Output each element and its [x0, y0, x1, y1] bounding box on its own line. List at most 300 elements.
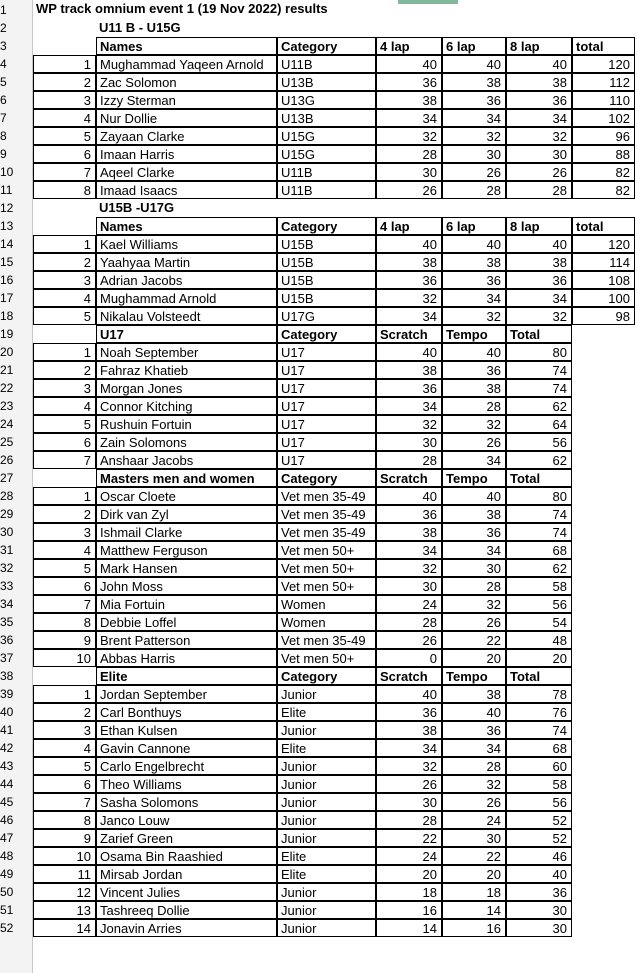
category-cell[interactable]: U11B	[277, 181, 376, 199]
score-cell[interactable]: 64	[506, 415, 572, 433]
name-cell[interactable]: Izzy Sterman	[96, 91, 277, 109]
name-cell[interactable]: John Moss	[96, 577, 277, 595]
category-cell[interactable]: Vet men 50+	[277, 577, 376, 595]
name-cell[interactable]: Fahraz Khatieb	[96, 361, 277, 379]
column-header[interactable]: Tempo	[442, 469, 506, 487]
row-number[interactable]: 31	[0, 543, 14, 557]
column-header[interactable]: Tempo	[442, 325, 506, 343]
name-cell[interactable]: Kael Williams	[96, 235, 277, 253]
score-cell[interactable]: 38	[376, 253, 442, 271]
name-cell[interactable]: Adrian Jacobs	[96, 271, 277, 289]
category-cell[interactable]: Junior	[277, 811, 376, 829]
category-cell[interactable]: Elite	[277, 847, 376, 865]
row-number[interactable]: 41	[0, 723, 14, 737]
row-number[interactable]: 2	[0, 21, 7, 35]
score-cell[interactable]: 110	[572, 91, 635, 109]
category-cell[interactable]: U17	[277, 379, 376, 397]
row-number[interactable]: 50	[0, 885, 14, 899]
column-header[interactable]: total	[572, 217, 635, 235]
score-cell[interactable]: 60	[506, 757, 572, 775]
category-cell[interactable]: U11B	[277, 163, 376, 181]
score-cell[interactable]: 36	[442, 91, 506, 109]
score-cell[interactable]: 52	[506, 811, 572, 829]
score-cell[interactable]: 38	[442, 379, 506, 397]
row-number[interactable]: 28	[0, 489, 14, 503]
score-cell[interactable]: 28	[376, 145, 442, 163]
score-cell[interactable]: 32	[376, 757, 442, 775]
category-cell[interactable]: Elite	[277, 865, 376, 883]
position-cell[interactable]: 2	[33, 361, 96, 379]
name-cell[interactable]: Matthew Ferguson	[96, 541, 277, 559]
score-cell[interactable]: 36	[442, 721, 506, 739]
row-number[interactable]: 12	[0, 201, 14, 215]
name-cell[interactable]: Yaahyaa Martin	[96, 253, 277, 271]
score-cell[interactable]: 18	[376, 883, 442, 901]
row-number[interactable]: 22	[0, 381, 14, 395]
score-cell[interactable]: 20	[442, 865, 506, 883]
score-cell[interactable]: 36	[442, 523, 506, 541]
column-header[interactable]: Tempo	[442, 667, 506, 685]
score-cell[interactable]: 20	[376, 865, 442, 883]
score-cell[interactable]: 36	[376, 73, 442, 91]
row-number[interactable]: 17	[0, 291, 14, 305]
position-cell[interactable]: 4	[33, 541, 96, 559]
score-cell[interactable]: 28	[376, 613, 442, 631]
position-cell[interactable]: 5	[33, 307, 96, 325]
score-cell[interactable]: 34	[442, 451, 506, 469]
row-number[interactable]: 49	[0, 867, 14, 881]
score-cell[interactable]: 30	[506, 145, 572, 163]
score-cell[interactable]: 32	[376, 127, 442, 145]
column-header[interactable]: 8 lap	[506, 37, 572, 55]
position-cell[interactable]: 10	[33, 847, 96, 865]
score-cell[interactable]: 68	[506, 541, 572, 559]
score-cell[interactable]: 32	[506, 307, 572, 325]
category-cell[interactable]: Junior	[277, 775, 376, 793]
score-cell[interactable]: 14	[376, 919, 442, 937]
score-cell[interactable]: 40	[442, 235, 506, 253]
score-cell[interactable]: 54	[506, 613, 572, 631]
position-cell[interactable]: 5	[33, 127, 96, 145]
name-cell[interactable]: Abbas Harris	[96, 649, 277, 667]
score-cell[interactable]: 40	[376, 343, 442, 361]
row-number[interactable]: 38	[0, 669, 14, 683]
category-cell[interactable]: U15B	[277, 271, 376, 289]
score-cell[interactable]: 46	[506, 847, 572, 865]
score-cell[interactable]: 56	[506, 793, 572, 811]
column-header[interactable]: 4 lap	[376, 37, 442, 55]
name-cell[interactable]: Carl Bonthuys	[96, 703, 277, 721]
row-number[interactable]: 14	[0, 237, 14, 251]
position-cell[interactable]: 8	[33, 181, 96, 199]
name-cell[interactable]: Gavin Cannone	[96, 739, 277, 757]
category-cell[interactable]: U17G	[277, 307, 376, 325]
row-number[interactable]: 33	[0, 579, 14, 593]
position-cell[interactable]: 1	[33, 235, 96, 253]
category-cell[interactable]: U15B	[277, 253, 376, 271]
name-cell[interactable]: Imaad Isaacs	[96, 181, 277, 199]
name-cell[interactable]: Imaan Harris	[96, 145, 277, 163]
score-cell[interactable]: 38	[376, 91, 442, 109]
position-cell[interactable]: 7	[33, 595, 96, 613]
column-header[interactable]: 6 lap	[442, 37, 506, 55]
score-cell[interactable]: 38	[376, 361, 442, 379]
score-cell[interactable]: 22	[442, 847, 506, 865]
score-cell[interactable]: 40	[442, 55, 506, 73]
score-cell[interactable]: 36	[506, 271, 572, 289]
score-cell[interactable]: 68	[506, 739, 572, 757]
score-cell[interactable]: 34	[442, 289, 506, 307]
column-header[interactable]: Total	[506, 469, 572, 487]
category-cell[interactable]: U15G	[277, 145, 376, 163]
score-cell[interactable]: 82	[572, 163, 635, 181]
name-cell[interactable]: Noah September	[96, 343, 277, 361]
row-number[interactable]: 20	[0, 345, 14, 359]
category-cell[interactable]: Vet men 35-49	[277, 523, 376, 541]
row-number[interactable]: 25	[0, 435, 14, 449]
category-cell[interactable]: U17	[277, 397, 376, 415]
row-number[interactable]: 47	[0, 831, 14, 845]
score-cell[interactable]: 120	[572, 235, 635, 253]
position-cell[interactable]: 11	[33, 865, 96, 883]
score-cell[interactable]: 76	[506, 703, 572, 721]
position-cell[interactable]: 4	[33, 739, 96, 757]
category-header[interactable]: Category	[277, 37, 376, 55]
score-cell[interactable]: 36	[376, 379, 442, 397]
score-cell[interactable]: 24	[376, 847, 442, 865]
category-cell[interactable]: U15G	[277, 127, 376, 145]
name-cell[interactable]: Sasha Solomons	[96, 793, 277, 811]
score-cell[interactable]: 30	[376, 577, 442, 595]
score-cell[interactable]: 38	[442, 505, 506, 523]
row-number[interactable]: 39	[0, 687, 14, 701]
score-cell[interactable]: 40	[506, 55, 572, 73]
score-cell[interactable]: 20	[506, 649, 572, 667]
row-number[interactable]: 19	[0, 327, 14, 341]
column-header[interactable]: Scratch	[376, 667, 442, 685]
category-header[interactable]: Category	[277, 217, 376, 235]
score-cell[interactable]: 96	[572, 127, 635, 145]
column-header[interactable]: 8 lap	[506, 217, 572, 235]
name-cell[interactable]: Janco Louw	[96, 811, 277, 829]
score-cell[interactable]: 28	[376, 451, 442, 469]
score-cell[interactable]: 30	[376, 433, 442, 451]
score-cell[interactable]: 18	[442, 883, 506, 901]
score-cell[interactable]: 0	[376, 649, 442, 667]
position-cell[interactable]: 6	[33, 577, 96, 595]
category-cell[interactable]: Junior	[277, 901, 376, 919]
score-cell[interactable]: 32	[442, 127, 506, 145]
row-number[interactable]: 10	[0, 165, 14, 179]
name-cell[interactable]: Jonavin Arries	[96, 919, 277, 937]
column-header[interactable]: 6 lap	[442, 217, 506, 235]
score-cell[interactable]: 24	[442, 811, 506, 829]
score-cell[interactable]: 40	[376, 235, 442, 253]
score-cell[interactable]: 26	[442, 433, 506, 451]
score-cell[interactable]: 36	[442, 271, 506, 289]
score-cell[interactable]: 30	[506, 901, 572, 919]
row-number[interactable]: 4	[0, 57, 7, 71]
score-cell[interactable]: 38	[442, 73, 506, 91]
score-cell[interactable]: 62	[506, 397, 572, 415]
score-cell[interactable]: 62	[506, 451, 572, 469]
category-header[interactable]: Category	[277, 667, 376, 685]
name-cell[interactable]: Oscar Cloete	[96, 487, 277, 505]
category-cell[interactable]: Junior	[277, 685, 376, 703]
score-cell[interactable]: 16	[442, 919, 506, 937]
score-cell[interactable]: 48	[506, 631, 572, 649]
name-cell[interactable]: Theo Williams	[96, 775, 277, 793]
score-cell[interactable]: 28	[376, 811, 442, 829]
score-cell[interactable]: 26	[376, 181, 442, 199]
category-cell[interactable]: U15B	[277, 289, 376, 307]
score-cell[interactable]: 28	[442, 577, 506, 595]
score-cell[interactable]: 108	[572, 271, 635, 289]
name-cell[interactable]: Nur Dollie	[96, 109, 277, 127]
category-cell[interactable]: Vet men 50+	[277, 559, 376, 577]
score-cell[interactable]: 32	[442, 415, 506, 433]
position-cell[interactable]: 5	[33, 757, 96, 775]
score-cell[interactable]: 34	[376, 109, 442, 127]
score-cell[interactable]: 80	[506, 487, 572, 505]
category-cell[interactable]: U17	[277, 361, 376, 379]
score-cell[interactable]: 34	[442, 541, 506, 559]
category-cell[interactable]: Vet men 35-49	[277, 631, 376, 649]
score-cell[interactable]: 34	[376, 541, 442, 559]
name-cell[interactable]: Mughammad Yaqeen Arnold	[96, 55, 277, 73]
score-cell[interactable]: 56	[506, 433, 572, 451]
score-cell[interactable]: 52	[506, 829, 572, 847]
name-cell[interactable]: Mughammad Arnold	[96, 289, 277, 307]
category-cell[interactable]: U15B	[277, 235, 376, 253]
score-cell[interactable]: 74	[506, 721, 572, 739]
category-cell[interactable]: Junior	[277, 883, 376, 901]
score-cell[interactable]: 22	[376, 829, 442, 847]
name-cell[interactable]: Connor Kitching	[96, 397, 277, 415]
row-number[interactable]: 26	[0, 453, 14, 467]
name-cell[interactable]: Ethan Kulsen	[96, 721, 277, 739]
position-cell[interactable]: 5	[33, 415, 96, 433]
score-cell[interactable]: 22	[442, 631, 506, 649]
row-number[interactable]: 18	[0, 309, 14, 323]
position-cell[interactable]: 10	[33, 649, 96, 667]
names-header[interactable]: Masters men and women	[96, 469, 277, 487]
score-cell[interactable]: 38	[376, 721, 442, 739]
position-cell[interactable]: 4	[33, 109, 96, 127]
sheet-title[interactable]: WP track omnium event 1 (19 Nov 2022) results	[36, 1, 328, 16]
score-cell[interactable]: 20	[442, 649, 506, 667]
position-cell[interactable]: 7	[33, 451, 96, 469]
position-cell[interactable]: 4	[33, 289, 96, 307]
score-cell[interactable]: 78	[506, 685, 572, 703]
name-cell[interactable]: Zac Solomon	[96, 73, 277, 91]
position-cell[interactable]: 3	[33, 91, 96, 109]
row-number[interactable]: 34	[0, 597, 14, 611]
score-cell[interactable]: 34	[442, 739, 506, 757]
position-cell[interactable]: 7	[33, 793, 96, 811]
score-cell[interactable]: 74	[506, 523, 572, 541]
score-cell[interactable]: 32	[442, 775, 506, 793]
name-cell[interactable]: Carlo Engelbrecht	[96, 757, 277, 775]
score-cell[interactable]: 32	[442, 307, 506, 325]
row-number[interactable]: 1	[0, 3, 7, 17]
category-cell[interactable]: Women	[277, 613, 376, 631]
row-number[interactable]: 52	[0, 921, 14, 935]
score-cell[interactable]: 30	[506, 919, 572, 937]
category-header[interactable]: Category	[277, 325, 376, 343]
score-cell[interactable]: 38	[442, 253, 506, 271]
score-cell[interactable]: 28	[442, 757, 506, 775]
category-cell[interactable]: U13G	[277, 91, 376, 109]
score-cell[interactable]: 38	[506, 253, 572, 271]
row-number[interactable]: 35	[0, 615, 14, 629]
row-number[interactable]: 27	[0, 471, 14, 485]
position-cell[interactable]: 4	[33, 397, 96, 415]
score-cell[interactable]: 14	[442, 901, 506, 919]
position-cell[interactable]: 6	[33, 145, 96, 163]
name-cell[interactable]: Aqeel Clarke	[96, 163, 277, 181]
row-number[interactable]: 11	[0, 183, 13, 197]
score-cell[interactable]: 30	[442, 829, 506, 847]
category-cell[interactable]: Vet men 50+	[277, 541, 376, 559]
score-cell[interactable]: 32	[506, 127, 572, 145]
category-cell[interactable]: Junior	[277, 721, 376, 739]
name-cell[interactable]: Brent Patterson	[96, 631, 277, 649]
name-cell[interactable]: Mia Fortuin	[96, 595, 277, 613]
column-header[interactable]: 4 lap	[376, 217, 442, 235]
name-cell[interactable]: Zayaan Clarke	[96, 127, 277, 145]
position-cell[interactable]: 7	[33, 163, 96, 181]
score-cell[interactable]: 34	[376, 397, 442, 415]
position-cell[interactable]: 9	[33, 829, 96, 847]
section-heading[interactable]: U15B -U17G	[99, 200, 175, 215]
position-cell[interactable]: 13	[33, 901, 96, 919]
name-cell[interactable]: Zain Solomons	[96, 433, 277, 451]
score-cell[interactable]: 40	[442, 343, 506, 361]
row-number[interactable]: 23	[0, 399, 14, 413]
position-cell[interactable]: 2	[33, 73, 96, 91]
score-cell[interactable]: 74	[506, 505, 572, 523]
position-cell[interactable]: 3	[33, 271, 96, 289]
score-cell[interactable]: 26	[376, 775, 442, 793]
row-number[interactable]: 36	[0, 633, 14, 647]
row-number[interactable]: 6	[0, 93, 7, 107]
score-cell[interactable]: 26	[442, 613, 506, 631]
name-cell[interactable]: Ishmail Clarke	[96, 523, 277, 541]
score-cell[interactable]: 88	[572, 145, 635, 163]
score-cell[interactable]: 34	[376, 307, 442, 325]
name-cell[interactable]: Mirsab Jordan	[96, 865, 277, 883]
row-number[interactable]: 3	[0, 39, 7, 53]
score-cell[interactable]: 28	[442, 181, 506, 199]
category-cell[interactable]: U17	[277, 451, 376, 469]
row-number[interactable]: 32	[0, 561, 14, 575]
score-cell[interactable]: 36	[506, 91, 572, 109]
row-number[interactable]: 45	[0, 795, 14, 809]
score-cell[interactable]: 38	[442, 685, 506, 703]
category-cell[interactable]: U17	[277, 415, 376, 433]
row-number[interactable]: 15	[0, 255, 14, 269]
category-cell[interactable]: Elite	[277, 703, 376, 721]
name-cell[interactable]: Anshaar Jacobs	[96, 451, 277, 469]
name-cell[interactable]: Tashreeq Dollie	[96, 901, 277, 919]
score-cell[interactable]: 26	[376, 631, 442, 649]
position-cell[interactable]: 2	[33, 703, 96, 721]
score-cell[interactable]: 34	[376, 739, 442, 757]
score-cell[interactable]: 36	[506, 883, 572, 901]
name-cell[interactable]: Dirk van Zyl	[96, 505, 277, 523]
category-cell[interactable]: Women	[277, 595, 376, 613]
row-number[interactable]: 40	[0, 705, 14, 719]
row-number[interactable]: 44	[0, 777, 14, 791]
category-cell[interactable]: Junior	[277, 793, 376, 811]
score-cell[interactable]: 36	[376, 703, 442, 721]
score-cell[interactable]: 32	[442, 595, 506, 613]
score-cell[interactable]: 114	[572, 253, 635, 271]
score-cell[interactable]: 58	[506, 577, 572, 595]
names-header[interactable]: Elite	[96, 667, 277, 685]
category-header[interactable]: Category	[277, 469, 376, 487]
category-cell[interactable]: Vet men 35-49	[277, 505, 376, 523]
score-cell[interactable]: 30	[376, 163, 442, 181]
score-cell[interactable]: 40	[442, 703, 506, 721]
category-cell[interactable]: U17	[277, 433, 376, 451]
row-number[interactable]: 5	[0, 75, 7, 89]
score-cell[interactable]: 100	[572, 289, 635, 307]
row-number[interactable]: 43	[0, 759, 14, 773]
category-cell[interactable]: U11B	[277, 55, 376, 73]
position-cell[interactable]: 2	[33, 505, 96, 523]
score-cell[interactable]: 32	[376, 289, 442, 307]
score-cell[interactable]: 36	[376, 505, 442, 523]
score-cell[interactable]: 40	[376, 685, 442, 703]
name-cell[interactable]: Morgan Jones	[96, 379, 277, 397]
position-cell[interactable]: 2	[33, 253, 96, 271]
category-cell[interactable]: U13B	[277, 109, 376, 127]
name-cell[interactable]: Osama Bin Raashied	[96, 847, 277, 865]
section-heading[interactable]: U11 B - U15G	[99, 20, 181, 35]
category-cell[interactable]: Junior	[277, 757, 376, 775]
row-number[interactable]: 24	[0, 417, 14, 431]
score-cell[interactable]: 38	[376, 523, 442, 541]
score-cell[interactable]: 56	[506, 595, 572, 613]
score-cell[interactable]: 34	[442, 109, 506, 127]
score-cell[interactable]: 28	[442, 397, 506, 415]
score-cell[interactable]: 34	[506, 109, 572, 127]
name-cell[interactable]: Mark Hansen	[96, 559, 277, 577]
score-cell[interactable]: 120	[572, 55, 635, 73]
position-cell[interactable]: 6	[33, 775, 96, 793]
position-cell[interactable]: 1	[33, 343, 96, 361]
score-cell[interactable]: 102	[572, 109, 635, 127]
row-number[interactable]: 48	[0, 849, 14, 863]
score-cell[interactable]: 40	[506, 865, 572, 883]
score-cell[interactable]: 36	[376, 271, 442, 289]
position-cell[interactable]: 3	[33, 523, 96, 541]
score-cell[interactable]: 40	[376, 55, 442, 73]
position-cell[interactable]: 8	[33, 613, 96, 631]
score-cell[interactable]: 40	[506, 235, 572, 253]
score-cell[interactable]: 30	[442, 145, 506, 163]
row-number[interactable]: 21	[0, 363, 14, 377]
row-number[interactable]: 13	[0, 219, 14, 233]
row-number[interactable]: 9	[0, 147, 7, 161]
name-cell[interactable]: Jordan September	[96, 685, 277, 703]
score-cell[interactable]: 38	[506, 73, 572, 91]
category-cell[interactable]: Vet men 50+	[277, 649, 376, 667]
names-header[interactable]: Names	[96, 217, 277, 235]
name-cell[interactable]: Vincent Julies	[96, 883, 277, 901]
